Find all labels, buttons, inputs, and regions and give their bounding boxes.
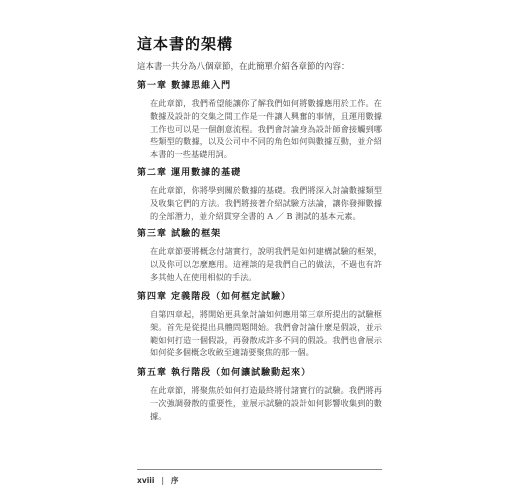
chapter-2	[137, 166, 382, 222]
footer-section: 序	[170, 476, 179, 485]
chapter-body: 自第四章起，將開始更具象討論如何應用第三章所提出的試驗框架。首先是從提出具體問題開始。我們會討論什麼是假設，並示範如何打造一個假設，再發散成許多不同的假設。我們也會展示如何從多個概念收斂至適請要聚焦的那一個。	[150, 309, 382, 358]
chapter-4	[137, 290, 382, 359]
page-number: xviii	[137, 476, 155, 485]
chapter-5	[137, 366, 382, 422]
footer-separator: |	[161, 476, 164, 485]
chapter-body: 在此章節要將概念付諸實行，說明我們是如何建構試驗的框架，以及你可以怎麼應用。這裡談的是我們自己的做法，不過也有許多其他人在使用相似的手法。	[150, 246, 382, 282]
chapter-heading: 第一章 數據思維入門	[137, 81, 232, 91]
chapter-body: 在此章節，你將學到關於數據的基礎。我們將深入討論數據類型及收集它們的方法。我們將接著介紹試驗方法論，讓你發揮數據的全部潛力，並介紹貫穿全書的 A ／ B 測試的基本元素。	[150, 185, 382, 221]
footer-divider	[137, 469, 382, 470]
chapter-heading: 第五章 執行階段（如何讓試驗動起來）	[137, 368, 312, 378]
page-title: 這本書的架構	[137, 35, 234, 53]
chapter-body: 在此章節，將聚焦於如何打造最終將付諸實行的試驗。我們將再一次強調發散的重要性，並展示試驗的設計如何影響收集到的數據。	[150, 385, 382, 421]
chapter-heading: 第二章 運用數據的基礎	[137, 168, 242, 178]
chapter-heading: 第三章 試驗的框架	[137, 229, 222, 239]
chapter-heading: 第四章 定義階段（如何框定試驗）	[137, 292, 292, 302]
chapter-body: 在此章節，我們希望能讓你了解我們如何將數據應用於工作。在數據及設計的交集之間工作是一件讓人興奮的事情，且運用數據工作也可以是一個創意流程。我們會討論身為設計師會接觸到哪些類型的數據，以及公司中不同的角色如何與數據互動，並介紹本書的一些基礎用詞。	[150, 98, 382, 160]
chapter-3	[137, 227, 382, 283]
intro-paragraph: 這本書一共分為八個章節，在此簡單介紹各章節的內容：	[137, 62, 350, 72]
page-footer	[137, 475, 178, 486]
chapter-1	[137, 79, 382, 161]
